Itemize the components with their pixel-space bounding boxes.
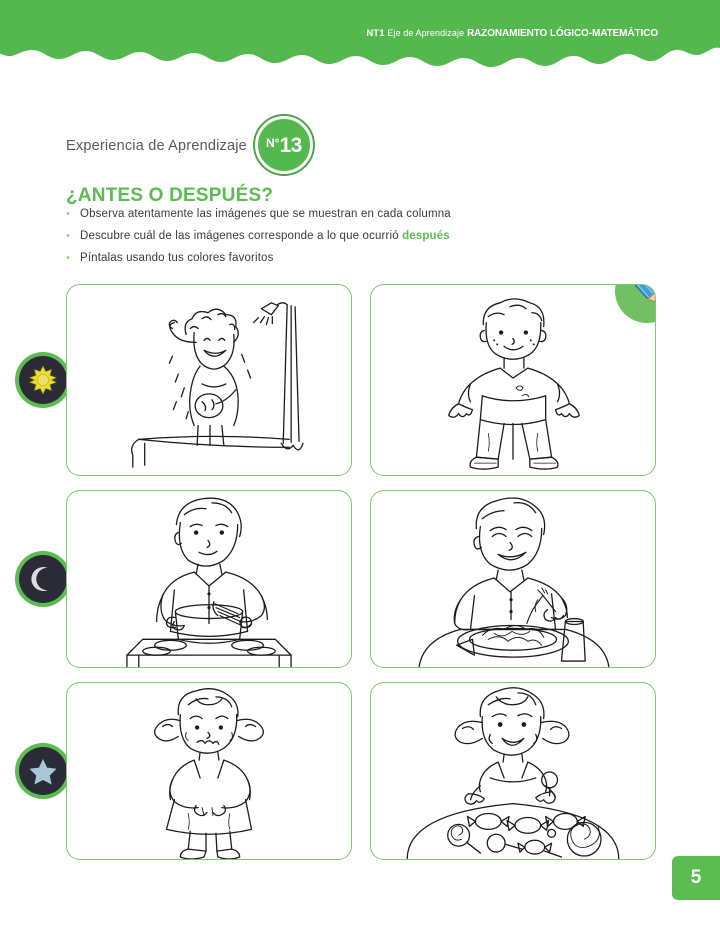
activity-row bbox=[66, 284, 656, 476]
instruction-text-main: Píntalas usando tus colores favoritos bbox=[80, 252, 274, 264]
activity-panel[interactable] bbox=[66, 284, 352, 476]
instruction-text-main: Observa atentamente las imágenes que se muestran en cada columna bbox=[80, 208, 451, 220]
page-number-tab bbox=[672, 856, 720, 900]
instruction-item bbox=[66, 206, 496, 222]
instruction-text bbox=[80, 250, 274, 266]
activity-grid bbox=[66, 284, 656, 874]
experience-label: Experiencia de Aprendizaje bbox=[66, 138, 247, 154]
activity-row bbox=[66, 490, 656, 668]
experience-number-badge bbox=[255, 116, 313, 174]
illustration-child-showering bbox=[67, 285, 351, 475]
instruction-highlight: después bbox=[402, 230, 450, 242]
illustration-girl-stomach-ache bbox=[67, 683, 351, 859]
bullet-icon: • bbox=[66, 252, 70, 264]
star-icon bbox=[28, 756, 58, 786]
instruction-item bbox=[66, 228, 496, 244]
banner-level: NT1 bbox=[366, 28, 385, 39]
instruction-text bbox=[80, 228, 450, 244]
row-marker-moon bbox=[19, 555, 67, 603]
experience-number-prefix: N° bbox=[266, 136, 280, 150]
moon-icon bbox=[28, 564, 58, 594]
bullet-icon: • bbox=[66, 230, 70, 242]
activity-panel[interactable] bbox=[370, 490, 656, 668]
top-banner bbox=[0, 0, 720, 72]
page-number: 5 bbox=[690, 867, 702, 888]
instruction-text-main: Descubre cuál de las imágenes corresponde a lo que ocurrió bbox=[80, 230, 403, 242]
illustration-child-dressed-standing bbox=[371, 285, 655, 475]
row-marker-sun bbox=[19, 356, 67, 404]
activity-panel[interactable] bbox=[370, 284, 656, 476]
illustration-girl-eating-candy-table bbox=[371, 683, 655, 859]
instruction-item bbox=[66, 250, 496, 266]
activity-row bbox=[66, 682, 656, 860]
banner-strand-label: Eje de Aprendizaje bbox=[387, 28, 465, 38]
row-marker-star bbox=[19, 747, 67, 795]
experience-heading bbox=[66, 118, 313, 174]
illustration-person-eating-spaghetti bbox=[371, 491, 655, 667]
instruction-text bbox=[80, 206, 451, 222]
experience-number: 13 bbox=[279, 133, 302, 157]
illustration-person-cooking-pot-stove bbox=[67, 491, 351, 667]
activity-panel[interactable] bbox=[66, 490, 352, 668]
instructions-list bbox=[66, 206, 496, 272]
sun-icon bbox=[28, 365, 58, 395]
banner-heading bbox=[366, 28, 658, 39]
banner-area: RAZONAMIENTO LÓGICO-MATEMÁTICO bbox=[466, 28, 658, 39]
bullet-icon: • bbox=[66, 208, 70, 220]
pencil-icon bbox=[624, 284, 656, 314]
page-title: ¿ANTES O DESPUÉS? bbox=[66, 184, 274, 206]
activity-panel[interactable] bbox=[370, 682, 656, 860]
activity-panel[interactable] bbox=[66, 682, 352, 860]
